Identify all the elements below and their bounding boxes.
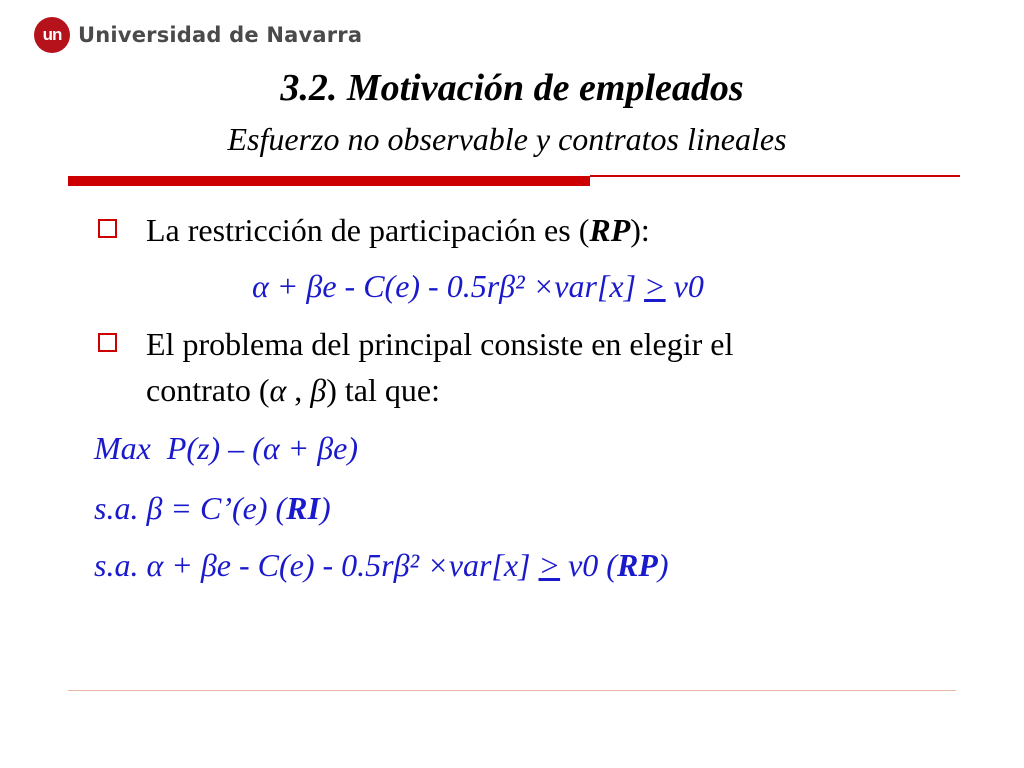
- rp-end: ): [657, 547, 669, 583]
- bullet-principal-line1: El problema del principal consiste en elegir el: [146, 326, 734, 362]
- ri-text: s.a. β = C’(e) (: [94, 490, 287, 526]
- ri-label: RI: [286, 490, 320, 526]
- beta-symbol: β: [310, 372, 327, 408]
- formula-rhs: v0: [665, 268, 704, 304]
- alpha-symbol: α: [269, 372, 287, 408]
- footer-rule: [68, 690, 956, 691]
- logo-text: Universidad de Navarra: [78, 23, 363, 47]
- objective-line: Max P(z) – (α + βe): [94, 430, 359, 466]
- comma: ,: [286, 372, 311, 408]
- participation-constraint: [94, 545, 669, 585]
- participation-formula: [252, 266, 704, 306]
- rp-text: s.a. α + βe - C(e) - 0.5rβ² ×var[x]: [94, 547, 539, 583]
- such-that-text: ) tal que:: [326, 372, 440, 408]
- formula-ge: >: [644, 268, 666, 304]
- bullet-participation-end: ):: [630, 212, 650, 248]
- rp-mid: v0 (: [560, 547, 617, 583]
- rp-ge: >: [538, 547, 561, 583]
- slide-title: 3.2. Motivación de empleados: [280, 67, 744, 109]
- rp-label: RP: [589, 212, 631, 248]
- bullet-participation: [146, 210, 650, 250]
- rp-constraint-label: RP: [616, 547, 658, 583]
- slide-subtitle: Esfuerzo no observable y contratos lineales: [227, 121, 787, 157]
- contract-text: contrato (: [146, 372, 270, 408]
- logo-mark: un: [34, 17, 70, 53]
- ri-end: ): [319, 490, 331, 526]
- bullet-square-icon: [98, 333, 117, 352]
- bullet-square-icon: [98, 219, 117, 238]
- bullet-participation-text: La restricción de participación es (: [146, 212, 590, 248]
- incentive-constraint: [94, 488, 331, 528]
- formula-main: α + βe - C(e) - 0.5rβ² ×var[x]: [252, 268, 645, 304]
- bullet-principal-line2: [146, 370, 440, 410]
